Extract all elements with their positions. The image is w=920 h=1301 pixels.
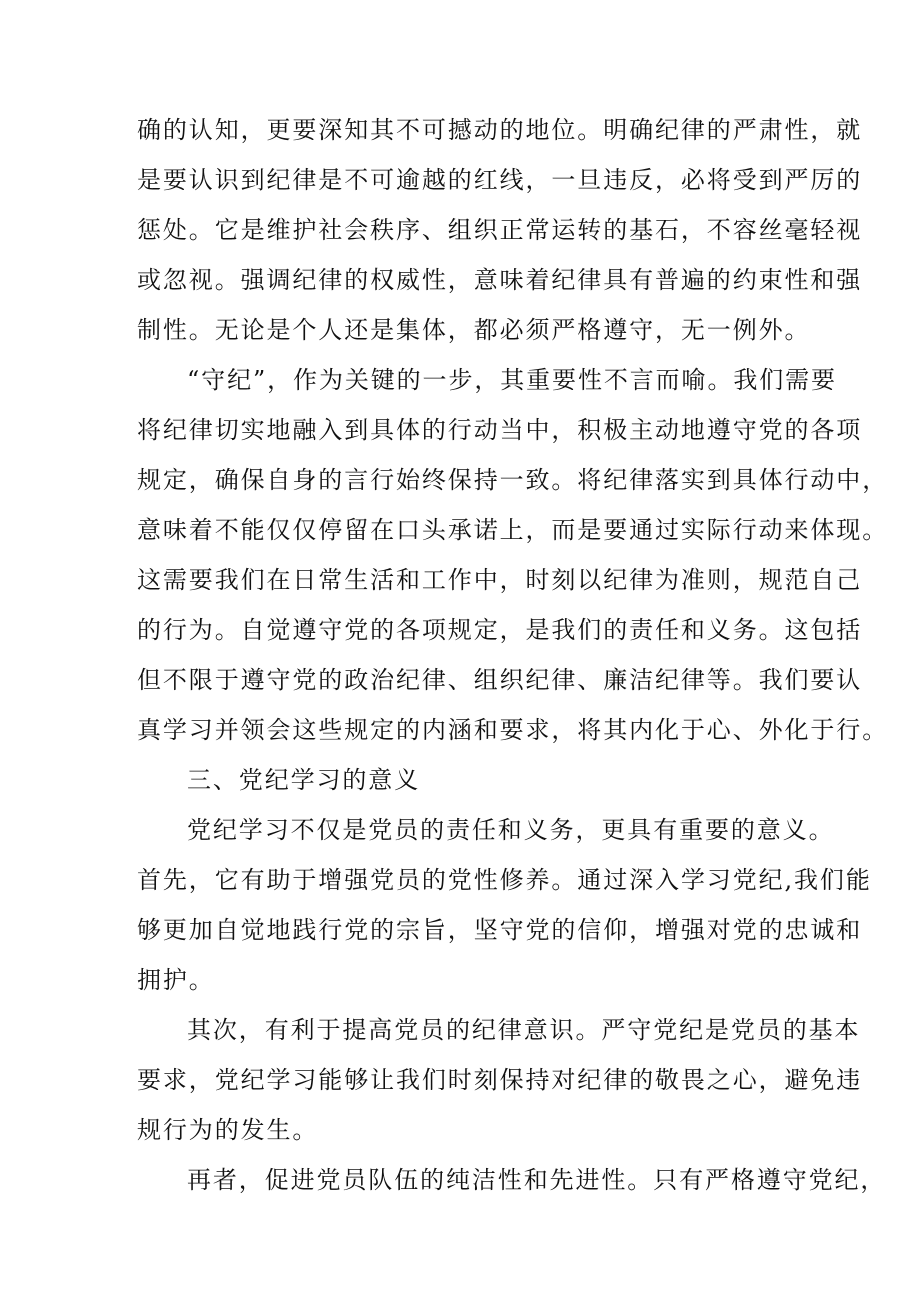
paragraph-line: “守纪”，作为关键的一步，其重要性不言而喻。我们需要: [187, 366, 837, 394]
paragraph-line: 但不限于遵守党的政治纪律、组织纪律、廉洁纪律等。我们要认: [137, 666, 863, 694]
paragraph-line: 将纪律切实地融入到具体的行动当中，积极主动地遵守党的各项: [137, 416, 863, 444]
paragraph-line: 的行为。自觉遵守党的各项规定，是我们的责任和义务。这包括: [137, 616, 863, 644]
paragraph-line: 这需要我们在日常生活和工作中，时刻以纪律为准则，规范自己: [137, 566, 863, 594]
paragraph-line: 其次，有利于提高党员的纪律意识。严守党纪是党员的基本: [187, 1016, 861, 1044]
paragraph-line: 是要认识到纪律是不可逾越的红线，一旦违反，必将受到严厉的: [137, 166, 863, 194]
section-heading: 三、党纪学习的意义: [187, 766, 421, 794]
paragraph-line: 党纪学习不仅是党员的责任和义务，更具有重要的意义。: [187, 816, 835, 844]
paragraph-line: 规定，确保自身的言行始终保持一致。将纪律落实到具体行动中，: [137, 466, 889, 494]
paragraph-line: 真学习并领会这些规定的内涵和要求，将其内化于心、外化于行。: [137, 716, 889, 744]
paragraph-line: 确的认知，更要深知其不可撼动的地位。明确纪律的严肃性，就: [137, 116, 863, 144]
paragraph-line: 再者，促进党员队伍的纯洁性和先进性。只有严格遵守党纪，: [187, 1166, 887, 1194]
paragraph-line: 拥护。: [137, 966, 215, 994]
paragraph-line: 制性。无论是个人还是集体，都必须严格遵守，无一例外。: [137, 316, 811, 344]
paragraph-line: 首先，它有助于增强党员的党性修养。通过深入学习党纪,我们能: [137, 866, 872, 894]
paragraph-line: 意味着不能仅仅停留在口头承诺上，而是要通过实际行动来体现。: [137, 516, 889, 544]
paragraph-line: 或忽视。强调纪律的权威性，意味着纪律具有普遍的约束性和强: [137, 266, 863, 294]
paragraph-line: 够更加自觉地践行党的宗旨，坚守党的信仰，增强对党的忠诚和: [137, 916, 863, 944]
paragraph-line: 要求，党纪学习能够让我们时刻保持对纪律的敬畏之心，避免违: [137, 1066, 863, 1094]
paragraph-line: 规行为的发生。: [137, 1116, 319, 1144]
paragraph-line: 惩处。它是维护社会秩序、组织正常运转的基石，不容丝毫轻视: [137, 216, 863, 244]
